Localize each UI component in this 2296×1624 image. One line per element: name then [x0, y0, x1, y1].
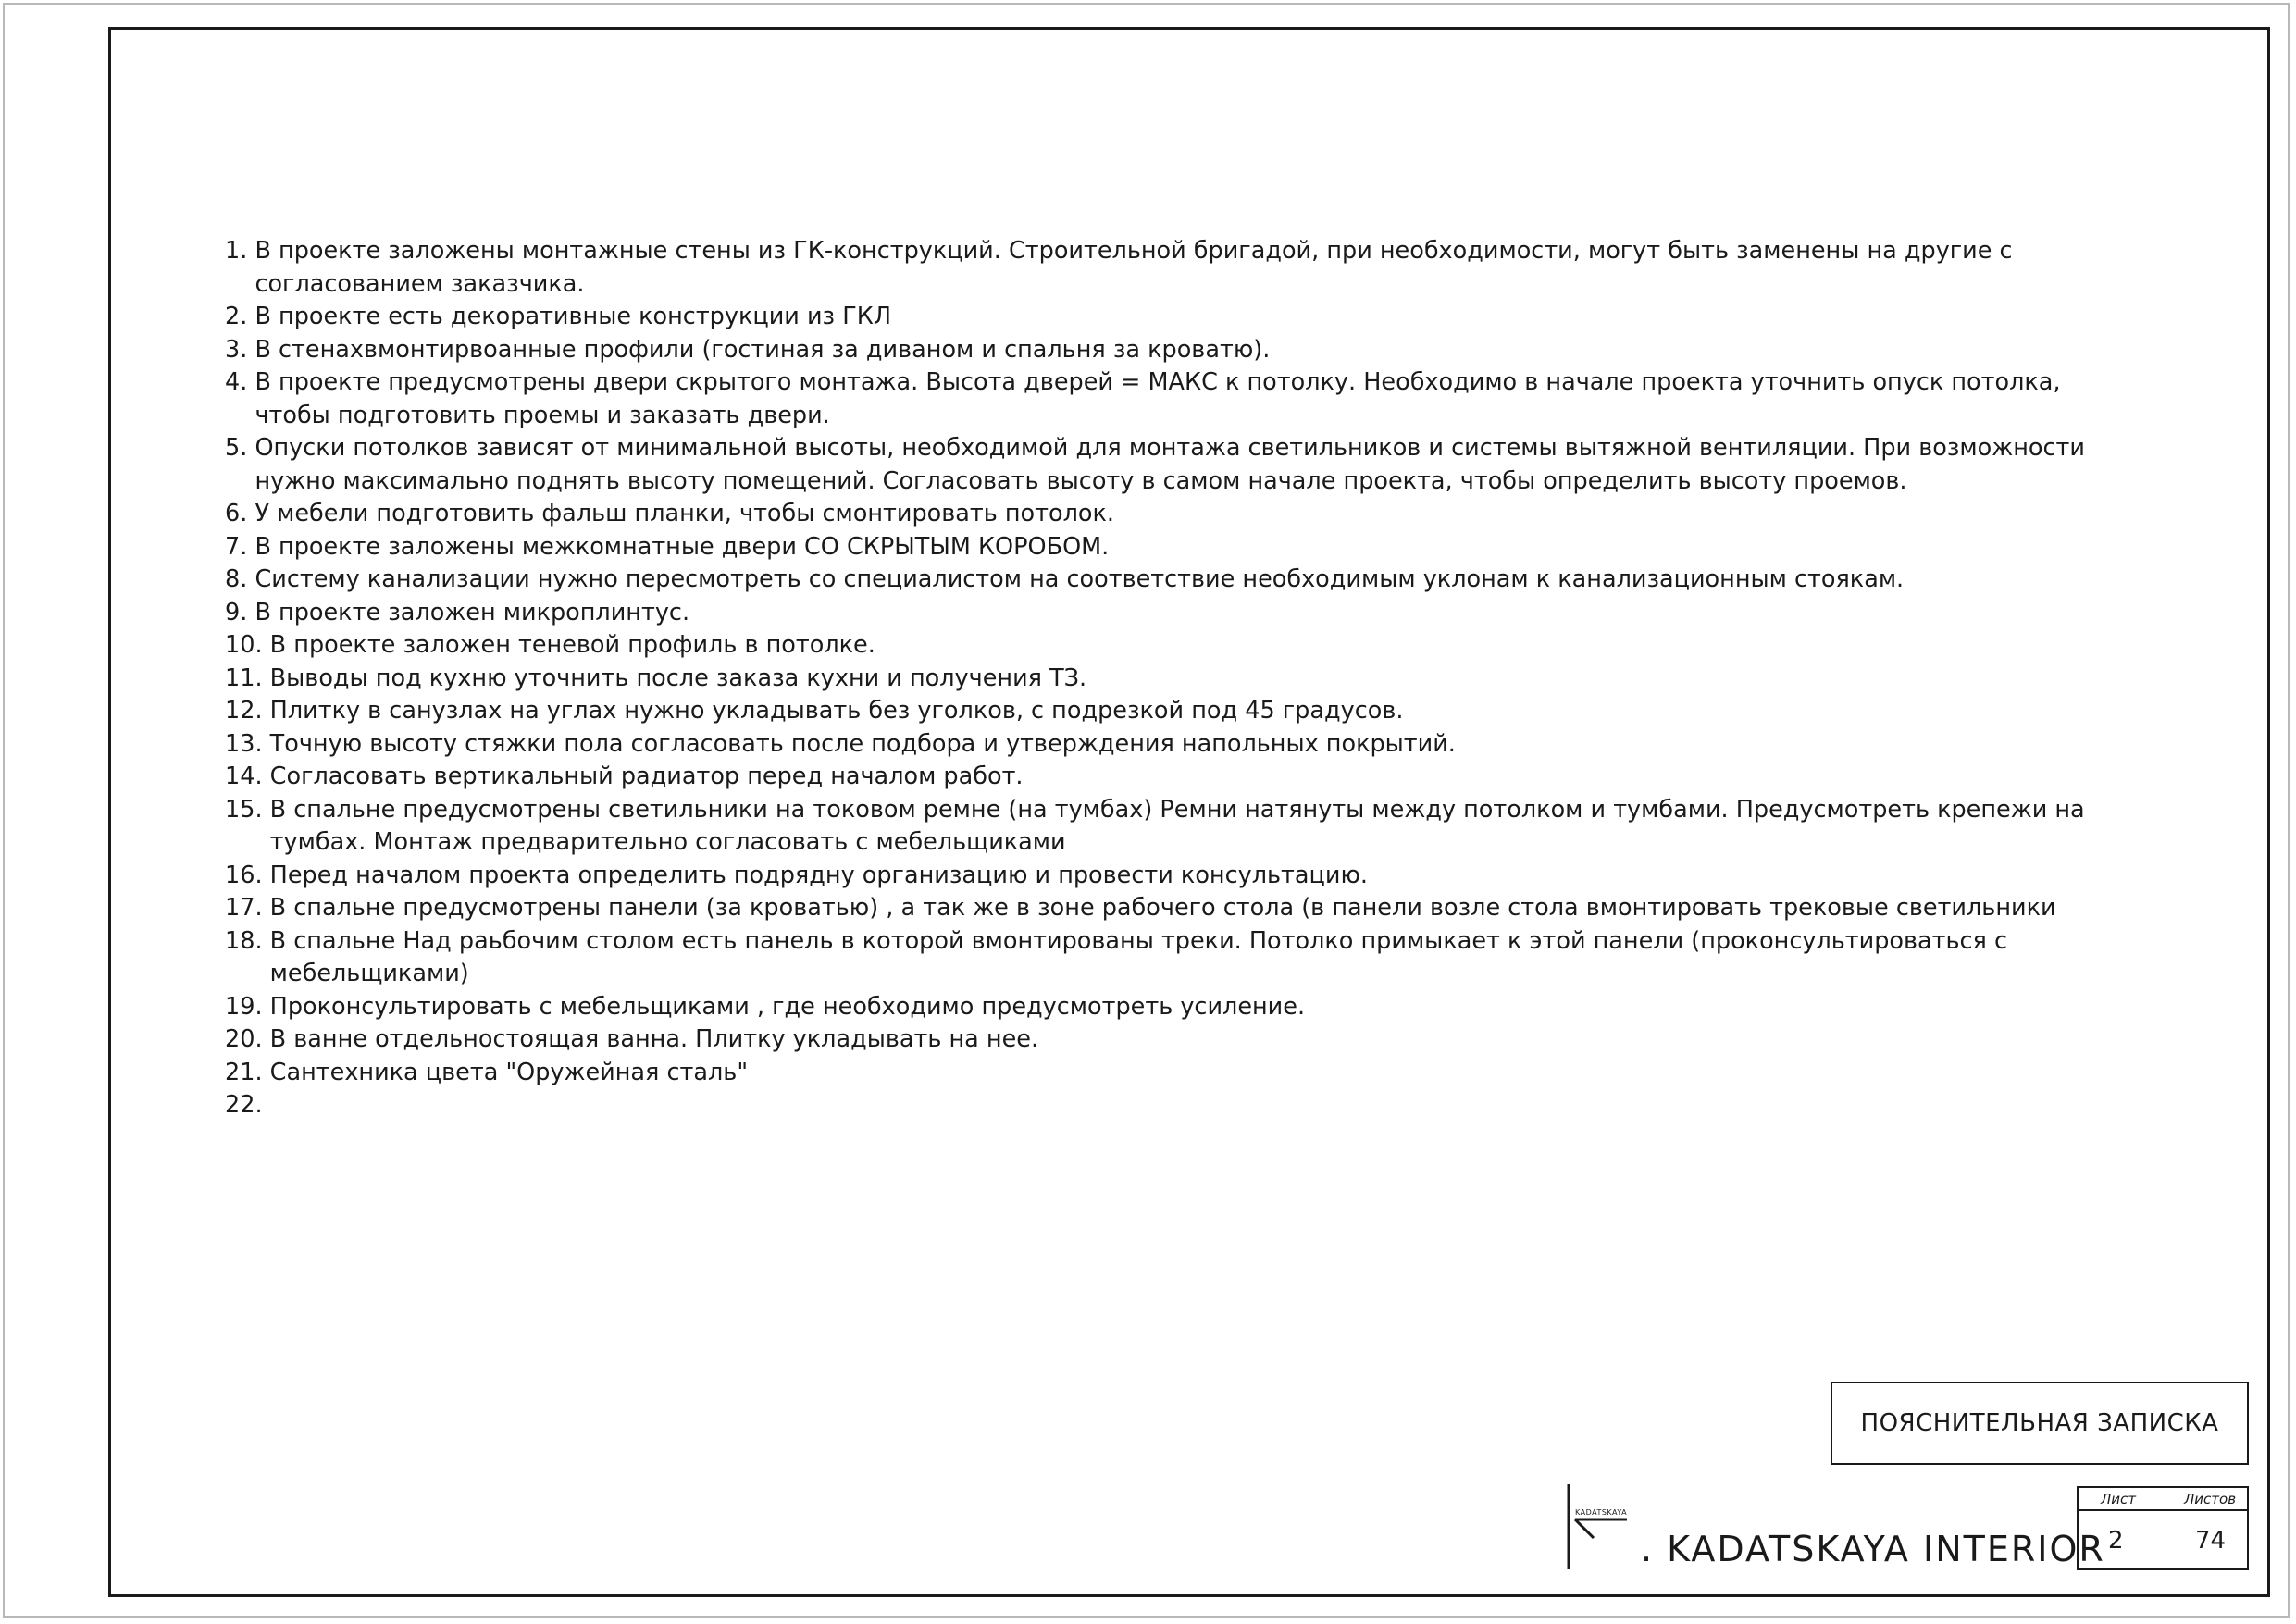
note-item	[225, 991, 2085, 1024]
note-text: В ванне отдельностоящая ванна. Плитку укладывать на нее.	[269, 1025, 1039, 1053]
note-number: 13.	[225, 729, 270, 758]
sheets-total-label: Листов	[2184, 1491, 2237, 1507]
note-item	[225, 860, 2085, 893]
note-text: Проконсультировать с мебельщиками , где необходимо предусмотреть усиление.	[269, 992, 1306, 1021]
note-text: Выводы под кухню уточнить после заказа кухни и получения ТЗ.	[269, 663, 1087, 692]
note-text: В спальне предусмотрены панели (за кроватью) , а так же в зоне рабочего стола (в панели возле стола вмонтировать трековые светильники	[269, 894, 2056, 922]
note-number: 17.	[225, 894, 270, 922]
note-item	[225, 301, 2085, 334]
note-text: Систему канализации нужно пересмотреть со специалистом на соответствие необходимым уклонам к канализационным стоякам.	[254, 565, 1905, 593]
document-title-box	[1831, 1382, 2249, 1465]
note-item	[225, 531, 2085, 564]
note-item	[225, 761, 2085, 794]
note-text: У мебели подготовить фальш планки, чтобы смонтировать потолок.	[254, 500, 1115, 527]
note-number: 8.	[225, 565, 255, 593]
note-text: Сантехника цвета "Оружейная сталь"	[269, 1058, 749, 1086]
note-text: В спальне Над раьбочим столом есть панель в которой вмонтированы треки. Потолко примыкает к этой панели (проконсультироваться с мебельщиками)	[269, 926, 2008, 987]
document-title: ПОЯСНИТЕЛЬНАЯ ЗАПИСКА	[1860, 1409, 2219, 1437]
note-number: 1.	[225, 237, 255, 265]
note-number: 22.	[225, 1091, 270, 1119]
note-text: В спальне предусмотрены светильники на токовом ремне (на тумбах) Ремни натянуты между потолком и тумбами. Предусмотреть крепежи на тумбах. Монтаж предварительно согласовать с мебельщиками	[269, 795, 2085, 856]
sheet-number-table	[2077, 1486, 2249, 1570]
note-item	[225, 794, 2085, 860]
logo-label: KADATSKAYA	[1575, 1508, 1628, 1517]
note-item	[225, 564, 2085, 597]
brand-name: . KADATSKAYA INTERIOR	[1641, 1529, 2105, 1569]
note-item	[225, 498, 2085, 531]
sheets-total: 74	[2195, 1527, 2227, 1555]
note-number: 10.	[225, 631, 270, 659]
note-text: В проекте заложен теневой профиль в потолке.	[269, 631, 875, 659]
note-item	[225, 334, 2085, 367]
note-text: В проекте заложены межкомнатные двери СО СКРЫТЫМ КОРОБОМ.	[254, 532, 1110, 561]
note-text	[270, 1089, 2085, 1122]
note-number: 20.	[225, 1025, 270, 1053]
note-item	[225, 432, 2085, 498]
note-number: 18.	[225, 926, 270, 955]
note-number: 4.	[225, 368, 255, 396]
note-text: Согласовать вертикальный радиатор перед началом работ.	[269, 762, 1024, 790]
note-item	[225, 1057, 2085, 1090]
note-number: 5.	[225, 434, 255, 462]
note-number: 16.	[225, 861, 270, 889]
note-number: 6.	[225, 500, 255, 527]
sheet-number: 2	[2108, 1527, 2124, 1555]
note-number: 11.	[225, 663, 270, 692]
sheet-table-header	[2079, 1488, 2247, 1511]
note-text: Опуски потолков зависят от минимальной высоты, необходимой для монтажа светильников и системы вытяжной вентиляции. При возможности нужно максимально поднять высоту помещений. Согласовать высоту в самом начале проекта, чтобы определить высоту проемов.	[254, 434, 2085, 495]
note-item	[225, 1023, 2085, 1057]
note-number: 12.	[225, 697, 270, 725]
note-text: Точную высоту стяжки пола согласовать после подбора и утверждения напольных покрытий.	[269, 729, 1456, 758]
note-number: 3.	[225, 335, 255, 364]
sheet-label: Лист	[2101, 1491, 2137, 1507]
note-text: В проекте есть декоративные конструкции из ГКЛ	[254, 303, 892, 330]
note-item	[225, 235, 2085, 301]
note-number: 19.	[225, 992, 270, 1021]
note-item	[225, 925, 2085, 991]
note-number: 2.	[225, 303, 255, 330]
note-item	[225, 892, 2085, 925]
note-item	[225, 597, 2085, 630]
note-text: Перед началом проекта определить подрядну организацию и провести консультацию.	[269, 861, 1369, 889]
note-number: 14.	[225, 762, 270, 790]
note-item	[225, 1089, 2085, 1122]
note-item	[225, 629, 2085, 663]
note-item	[225, 366, 2085, 432]
note-number: 9.	[225, 598, 255, 626]
note-number: 15.	[225, 795, 270, 824]
note-number: 21.	[225, 1058, 270, 1086]
note-text: В проекте предусмотрены двери скрытого монтажа. Высота дверей = МАКС к потолку. Необходимо в начале проекта уточнить опуск потолка, чтобы подготовить проемы и заказать двери.	[254, 368, 2061, 429]
notes-list	[225, 235, 2085, 1122]
note-text: В проекте заложен микроплинтус.	[254, 598, 690, 626]
note-item	[225, 663, 2085, 696]
note-item	[225, 728, 2085, 762]
note-text: Плитку в санузлах на углах нужно укладывать без уголков, с подрезкой под 45 градусов.	[269, 697, 1404, 725]
note-text: В проекте заложены монтажные стены из ГК-конструкций. Строительной бригадой, при необходимости, могут быть заменены на другие с согласованием заказчика.	[254, 237, 2013, 298]
note-text: В стенахвмонтирвоанные профили (гостиная за диваном и спальня за кроватю).	[254, 335, 1271, 364]
note-number: 7.	[225, 532, 255, 561]
note-item	[225, 695, 2085, 728]
